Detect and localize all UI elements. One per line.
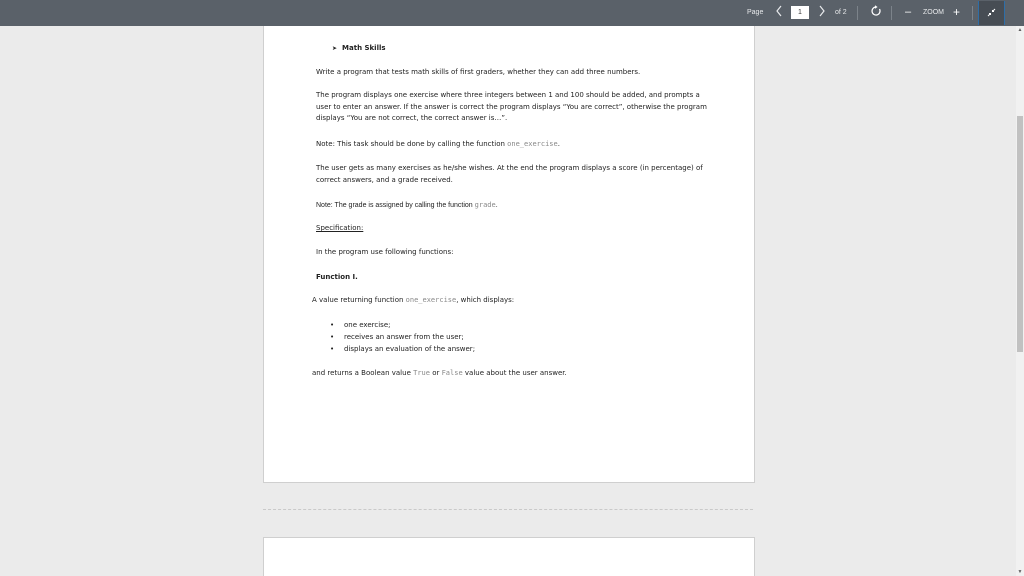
note-suffix: . xyxy=(495,202,498,209)
note-text: Note: This task should be done by calling the function xyxy=(316,140,508,148)
page-label: Page xyxy=(747,9,764,16)
func-desc-text: A value returning function xyxy=(312,296,406,304)
toolbar-divider xyxy=(857,6,858,20)
func-desc-suffix: , which displays: xyxy=(456,296,515,304)
note-paragraph xyxy=(316,139,716,151)
rotate-button[interactable] xyxy=(870,5,882,20)
vertical-scrollbar[interactable] xyxy=(1016,26,1024,576)
intro-paragraph: Write a program that tests math skills of first graders, whether they can add three numbers. xyxy=(316,68,641,76)
returns-text: and returns a Boolean value xyxy=(312,369,414,377)
zoom-in-button[interactable]: + xyxy=(953,5,961,19)
function-description xyxy=(312,295,712,307)
heading-text: Math Skills xyxy=(342,44,386,52)
note-code: one_exercise xyxy=(507,140,558,148)
page-content xyxy=(264,26,754,482)
document-viewer[interactable] xyxy=(0,26,1016,576)
grade-note-paragraph xyxy=(316,200,716,212)
document-page xyxy=(263,26,755,483)
bullet-marker: • xyxy=(330,345,335,353)
heading-arrow-icon: ➤ xyxy=(332,45,338,52)
exit-fullscreen-button[interactable] xyxy=(978,1,1005,25)
toolbar-divider xyxy=(972,6,973,20)
section-heading xyxy=(332,43,452,55)
func-desc-code: one_exercise xyxy=(405,296,457,304)
note-text: Note: The grade is assigned by calling the function xyxy=(316,202,475,209)
scroll-thumb[interactable] xyxy=(1017,116,1023,352)
bullet-marker: • xyxy=(330,321,335,329)
page-number-input[interactable] xyxy=(791,6,809,19)
bullet-item: displays an evaluation of the answer; xyxy=(344,345,476,353)
pdf-toolbar xyxy=(0,0,1024,26)
functions-intro: In the program use following functions: xyxy=(316,248,454,256)
returns-paragraph xyxy=(312,368,712,380)
document-page-2 xyxy=(263,537,755,576)
returns-false-code: False xyxy=(441,369,463,377)
note-code: grade xyxy=(474,201,496,209)
scroll-down-button[interactable]: ▼ xyxy=(1017,569,1023,575)
function-heading: Function I. xyxy=(316,273,358,281)
spec-heading: Specification: xyxy=(316,224,364,232)
note-suffix: . xyxy=(557,140,560,148)
prev-page-button[interactable] xyxy=(775,5,783,20)
zoom-out-button[interactable]: – xyxy=(905,6,912,18)
returns-or: or xyxy=(429,369,442,377)
rotate-icon xyxy=(870,5,882,17)
scoring-paragraph: The user gets as many exercises as he/she wishes. At the end the program displays a score (in percentage) of correct answers, and a grade received. xyxy=(316,164,703,184)
chevron-right-icon xyxy=(818,5,826,17)
zoom-label: ZOOM xyxy=(923,9,944,16)
page-total: of 2 xyxy=(835,9,847,16)
scroll-up-button[interactable]: ▲ xyxy=(1017,27,1023,33)
page-divider xyxy=(263,509,753,510)
toolbar-divider xyxy=(891,6,892,20)
bullet-item: one exercise; xyxy=(344,321,391,329)
bullet-marker: • xyxy=(330,333,335,341)
description-paragraph: The program displays one exercise where three integers between 1 and 100 should be added, and prompts a user to enter an answer. If the answer is correct the program displays “You are correct”, otherwise the program displays “You are not correct, the correct answer is…”. xyxy=(316,91,707,122)
returns-suffix: value about the user answer. xyxy=(462,369,567,377)
bullet-item: receives an answer from the user; xyxy=(344,333,464,341)
collapse-icon xyxy=(979,1,1004,25)
returns-true-code: True xyxy=(413,369,430,377)
chevron-left-icon xyxy=(775,5,783,17)
next-page-button[interactable] xyxy=(818,5,826,20)
